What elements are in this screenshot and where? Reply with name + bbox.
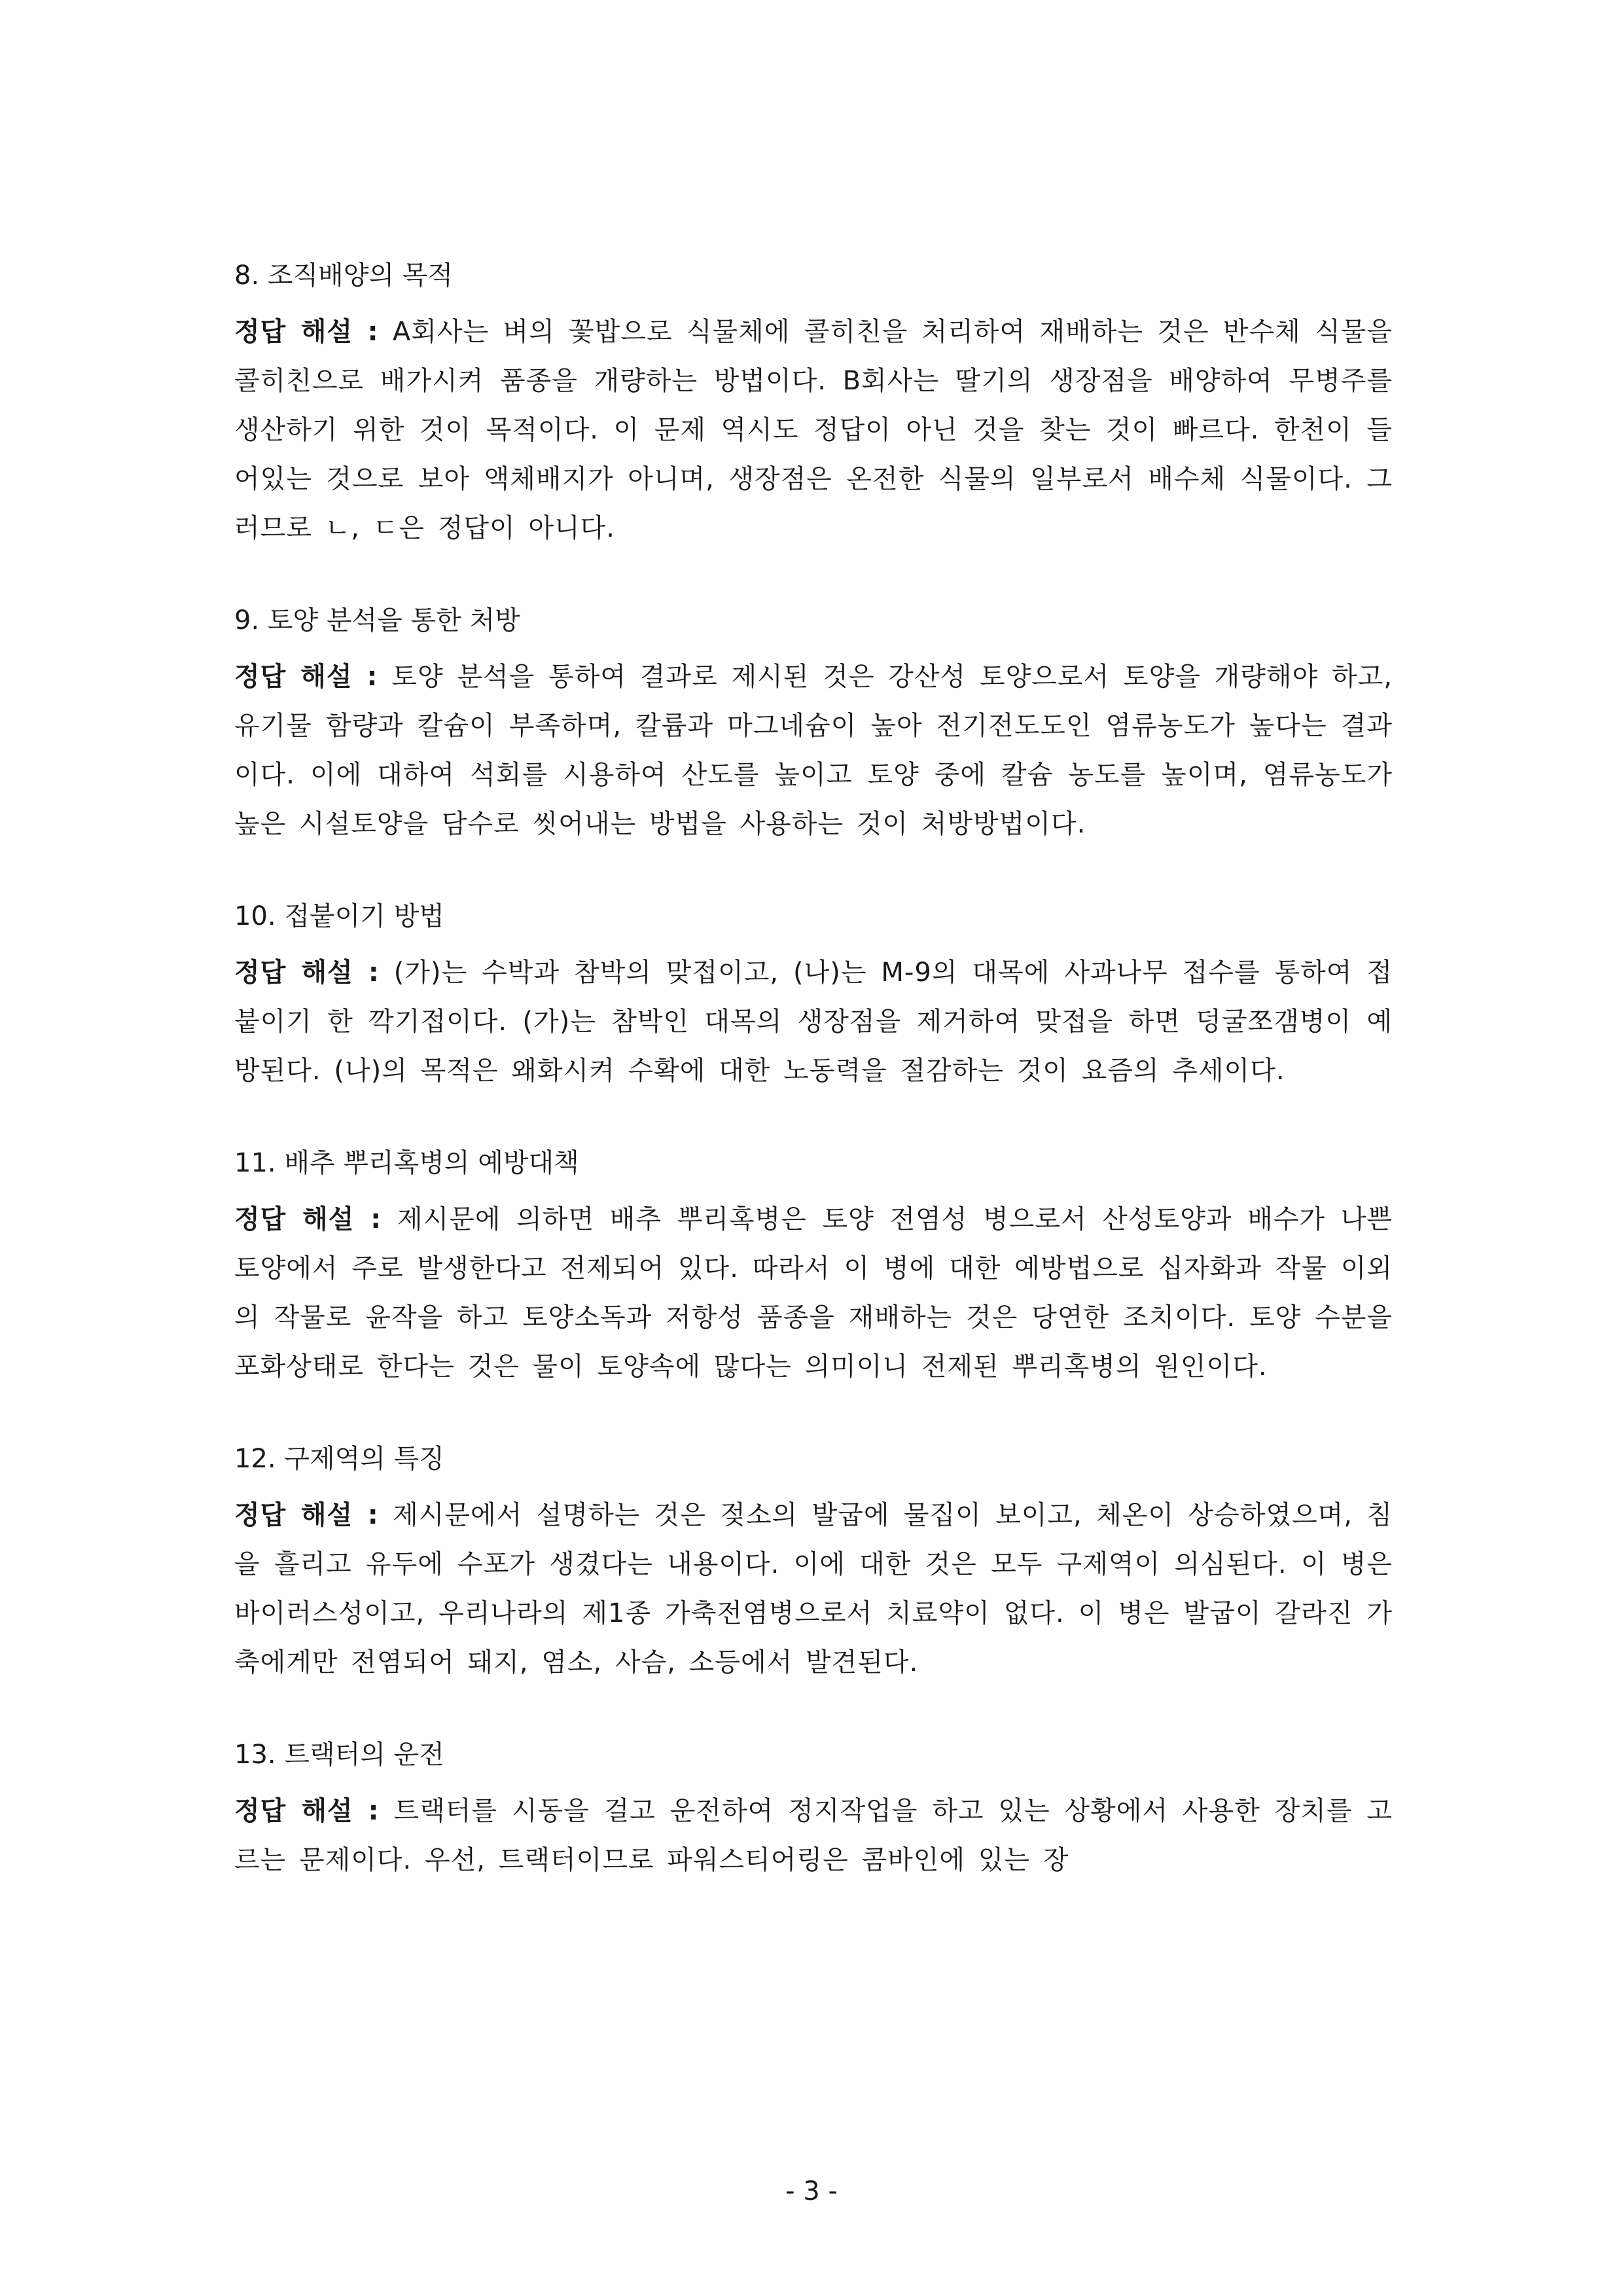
- section-heading: 12. 구제역의 특징: [234, 1444, 444, 1474]
- explanation-text: 제시문에 의하면 배추 뿌리혹병은 토양 전염성 병으로서 산성토양과 배수가 나쁜 토양에서 주로 발생한다고 전제되어 있다. 따라서 이 병에 대한 예방법으로 십자화과 작물 이외의 작물로 윤작을 하고 토양소독과 저항성 품종을 재배하는 것은 당연한 조치이다. 토양 수분을 포화상태로 한다는 것은 물이 토양속에 많다는 의미이니 전제된 뿌리혹병의 원인이다.: [234, 1204, 1393, 1382]
- answer-label: 정답 해설 :: [234, 662, 378, 692]
- section-13: [234, 1738, 1393, 1885]
- section-heading: 11. 배추 뿌리혹병의 예방대책: [234, 1148, 579, 1178]
- explanation-text: (가)는 수박과 참박의 맞접이고, (나)는 M-9의 대목에 사과나무 접수를 통하여 접붙이기 한 깍기접이다. (가)는 참박인 대목의 생장점을 제거하여 맞접을 하면 덩굴쪼갬병이 예방된다. (나)의 목적은 왜화시켜 수확에 대한 노동력을 절감하는 것이 요즘의 추세이다.: [234, 958, 1393, 1086]
- section-9: [234, 603, 1393, 849]
- section-12: [234, 1442, 1393, 1687]
- answer-label: 정답 해설 :: [234, 958, 380, 988]
- section-explanation: [234, 1787, 1393, 1885]
- page-number: - 3 -: [785, 2176, 838, 2206]
- section-heading: 10. 접붙이기 방법: [234, 901, 444, 931]
- explanation-text: 제시문에서 설명하는 것은 젖소의 발굽에 물집이 보이고, 체온이 상승하였으며, 침을 흘리고 유두에 수포가 생겼다는 내용이다. 이에 대한 것은 모두 구제역이 의심된다. 이 병은 바이러스성이고, 우리나라의 제1종 가축전염병으로서 치료약이 없다. 이 병은 발굽이 갈라진 가축에게만 전염되어 돼지, 염소, 사슴, 소등에서 발견된다.: [234, 1500, 1393, 1677]
- section-explanation: [234, 308, 1393, 553]
- explanation-text: A회사는 벼의 꽃밥으로 식물체에 콜히친을 처리하여 재배하는 것은 반수체 식물을 콜히친으로 배가시켜 품종을 개량하는 방법이다. B회사는 딸기의 생장점을 배양하여 무병주를 생산하기 위한 것이 목적이다. 이 문제 역시도 정답이 아닌 것을 찾는 것이 빠르다. 한천이 들어있는 것으로 보아 액체배지가 아니며, 생장점은 온전한 식물의 일부로서 배수체 식물이다. 그러므로 ㄴ, ㄷ은 정답이 아니다.: [234, 317, 1393, 543]
- section-10: [234, 899, 1393, 1096]
- page-content: [234, 259, 1393, 1935]
- section-explanation: [234, 1491, 1393, 1687]
- section-11: [234, 1146, 1393, 1391]
- section-explanation: [234, 653, 1393, 849]
- explanation-text: 트랙터를 시동을 걸고 운전하여 정지작업을 하고 있는 상황에서 사용한 장치를 고르는 문제이다. 우선, 트랙터이므로 파워스티어링은 콤바인에 있는 장: [234, 1796, 1393, 1875]
- answer-label: 정답 해설 :: [234, 317, 379, 347]
- explanation-text: 토양 분석을 통하여 결과로 제시된 것은 강산성 토양으로서 토양을 개량해야 하고, 유기물 함량과 칼슘이 부족하며, 칼륨과 마그네슘이 높아 전기전도도인 염류농도가 높다는 결과이다. 이에 대하여 석회를 시용하여 산도를 높이고 토양 중에 칼슘 농도를 높이며, 염류농도가 높은 시설토양을 담수로 씻어내는 방법을 사용하는 것이 처방방법이다.: [234, 662, 1393, 839]
- section-heading: 9. 토양 분석을 통한 처방: [234, 605, 520, 636]
- answer-label: 정답 해설 :: [234, 1500, 379, 1530]
- answer-label: 정답 해설 :: [234, 1796, 380, 1826]
- section-heading: 13. 트랙터의 운전: [234, 1740, 444, 1770]
- answer-label: 정답 해설 :: [234, 1204, 382, 1234]
- section-8: [234, 259, 1393, 553]
- section-explanation: [234, 948, 1393, 1096]
- section-heading: 8. 조직배양의 목적: [234, 260, 454, 291]
- section-explanation: [234, 1195, 1393, 1391]
